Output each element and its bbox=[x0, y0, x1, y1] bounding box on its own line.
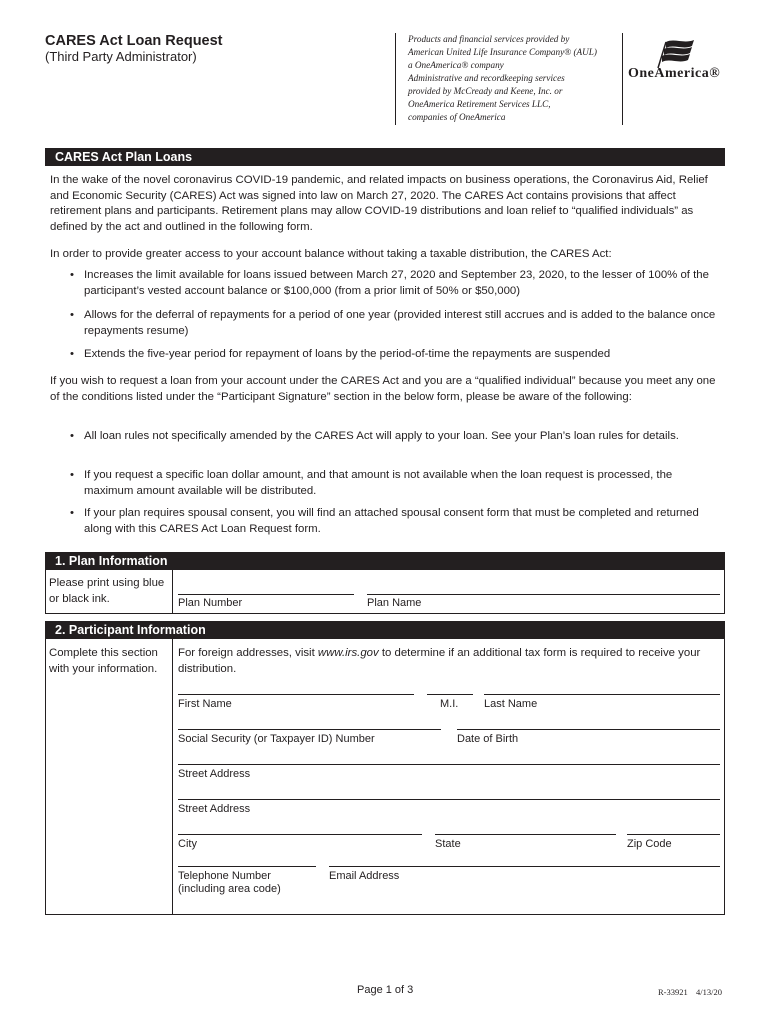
header-divider-right bbox=[622, 33, 623, 125]
provider-line: provided by McCready and Keene, Inc. or bbox=[408, 86, 563, 96]
telephone-label bbox=[178, 870, 281, 896]
list-item: • Extends the five-year period for repayment of loans by the period-of-time the repayments are suspended bbox=[70, 348, 611, 360]
email-label: Email Address bbox=[329, 870, 400, 882]
section-heading-plan-information: 1. Plan Information bbox=[45, 552, 725, 570]
foreign-address-note bbox=[178, 646, 718, 677]
bullet-text: Allows for the deferral of repayments for a period of one year (provided interest still accrues and is added to the balance once repayments resume) bbox=[84, 309, 716, 337]
plan-name-label: Plan Name bbox=[367, 597, 422, 609]
foreign-note-text: to determine if an additional tax form is required to receive your distribution. bbox=[178, 647, 701, 675]
list-item: • If you request a specific loan dollar amount, and that amount is not available when the loan request is processed, the maximum amount available will be distributed. bbox=[70, 469, 673, 497]
bullet-text: Extends the five-year period for repayment of loans by the period-of-time the repayments are suspended bbox=[84, 348, 611, 360]
list-item: • Allows for the deferral of repayments for a period of one year (provided interest still accrues and is added to the balance once repayments resume) bbox=[70, 309, 716, 337]
ssn-label: Social Security (or Taxpayer ID) Number bbox=[178, 733, 375, 745]
ssn-field[interactable] bbox=[178, 729, 441, 730]
last-name-field[interactable] bbox=[484, 694, 720, 695]
intro-paragraph-3: If you wish to request a loan from your account under the CARES Act and you are a “qualified individual” because you meet any one of the conditions listed under the “Participant Signature” section in the below form, please be aware of the following: bbox=[50, 375, 716, 403]
state-label: State bbox=[435, 838, 461, 850]
participant-info-instructions: Complete this section with your information. bbox=[49, 647, 158, 675]
page-number: Page 1 of 3 bbox=[357, 984, 414, 996]
street-address-label: Street Address bbox=[178, 768, 251, 780]
provider-line: OneAmerica Retirement Services LLC, bbox=[408, 99, 551, 109]
state-field[interactable] bbox=[435, 834, 616, 835]
intro-paragraph-2: In order to provide greater access to your account balance without taking a taxable distribution, the CARES Act: bbox=[50, 248, 612, 260]
bullet-text: If you request a specific loan dollar amount, and that amount is not available when the loan request is processed, the maximum amount available will be distributed. bbox=[84, 469, 673, 497]
telephone-field[interactable] bbox=[178, 866, 316, 867]
zip-code-label: Zip Code bbox=[627, 838, 672, 850]
plan-info-divider bbox=[172, 570, 173, 614]
street-address-2-field[interactable] bbox=[178, 799, 720, 800]
bullet-text: If your plan requires spousal consent, you will find an attached spousal consent form that must be completed and returned along with this CARES Act Loan Request form. bbox=[84, 507, 699, 535]
provider-line: Administrative and recordkeeping services bbox=[408, 73, 565, 83]
bullet-text: All loan rules not specifically amended by the CARES Act will apply to your loan. See your Plan’s loan rules for details. bbox=[84, 430, 679, 442]
provider-line: American United Life Insurance Company® (AUL) bbox=[408, 47, 597, 57]
irs-link[interactable]: www.irs.gov bbox=[317, 647, 379, 659]
city-field[interactable] bbox=[178, 834, 422, 835]
list-item: • Increases the limit available for loans issued between March 27, 2020 and September 23, 2020, to the lesser of 100% of the participant’s vested account balance or $100,000 (from a prior limit of 50% or $50,000) bbox=[70, 269, 709, 297]
last-name-label: Last Name bbox=[484, 698, 538, 710]
form-number: R-33921 bbox=[658, 987, 688, 997]
oneamerica-logo bbox=[628, 38, 748, 83]
intro-paragraph-1: In the wake of the novel coronavirus COVID-19 pandemic, and related impacts on business operations, the Coronavirus Aid, Relief and Economic Security (CARES) Act was signed into law on March 27, 2020. The CARES Act contains provisions that affect retirement plans and participants. Retirement plans may allow COVID-19 distributions and loan relief to “qualified individuals” as defined by the act and outlined in the following form. bbox=[50, 174, 708, 233]
date-of-birth-label: Date of Birth bbox=[457, 733, 519, 745]
email-field[interactable] bbox=[329, 866, 720, 867]
city-label: City bbox=[178, 838, 197, 850]
section-heading-cares: CARES Act Plan Loans bbox=[45, 148, 725, 166]
form-subtitle: (Third Party Administrator) bbox=[45, 49, 197, 64]
form-title: CARES Act Loan Request bbox=[45, 33, 223, 49]
date-of-birth-field[interactable] bbox=[457, 729, 720, 730]
first-name-label: First Name bbox=[178, 698, 232, 710]
provider-line: companies of OneAmerica bbox=[408, 112, 506, 122]
participant-info-divider bbox=[172, 639, 173, 915]
logo-wordmark: OneAmerica® bbox=[628, 66, 721, 81]
bullet-text: Increases the limit available for loans issued between March 27, 2020 and September 23, 2020, to the lesser of 100% of the participant’s vested account balance or $100,000 (from a prior limit of 50% or $50,000) bbox=[84, 269, 709, 297]
plan-number-field[interactable] bbox=[178, 594, 354, 595]
plan-info-instructions: Please print using blue or black ink. bbox=[49, 577, 165, 605]
form-date: 4/13/20 bbox=[696, 987, 722, 997]
street-address-field[interactable] bbox=[178, 764, 720, 765]
provider-line: Products and financial services provided by bbox=[408, 34, 570, 44]
middle-initial-field[interactable] bbox=[427, 694, 473, 695]
middle-initial-label: M.I. bbox=[440, 698, 459, 710]
telephone-label-line: Telephone Number bbox=[178, 870, 271, 882]
telephone-label-line: (including area code) bbox=[178, 883, 281, 895]
plan-number-label: Plan Number bbox=[178, 597, 243, 609]
list-item: • All loan rules not specifically amended by the CARES Act will apply to your loan. See your Plan’s loan rules for details. bbox=[70, 430, 679, 442]
provider-line: a OneAmerica® company bbox=[408, 60, 504, 70]
foreign-note-text: For foreign addresses, visit bbox=[178, 647, 318, 659]
list-item: • If your plan requires spousal consent, you will find an attached spousal consent form that must be completed and returned along with this CARES Act Loan Request form. bbox=[70, 507, 699, 535]
header-divider-left bbox=[395, 33, 396, 125]
section-heading-participant-information: 2. Participant Information bbox=[45, 621, 725, 639]
provider-statement bbox=[408, 33, 623, 124]
street-address-2-label: Street Address bbox=[178, 803, 251, 815]
plan-name-field[interactable] bbox=[367, 594, 720, 595]
first-name-field[interactable] bbox=[178, 694, 414, 695]
zip-code-field[interactable] bbox=[627, 834, 720, 835]
